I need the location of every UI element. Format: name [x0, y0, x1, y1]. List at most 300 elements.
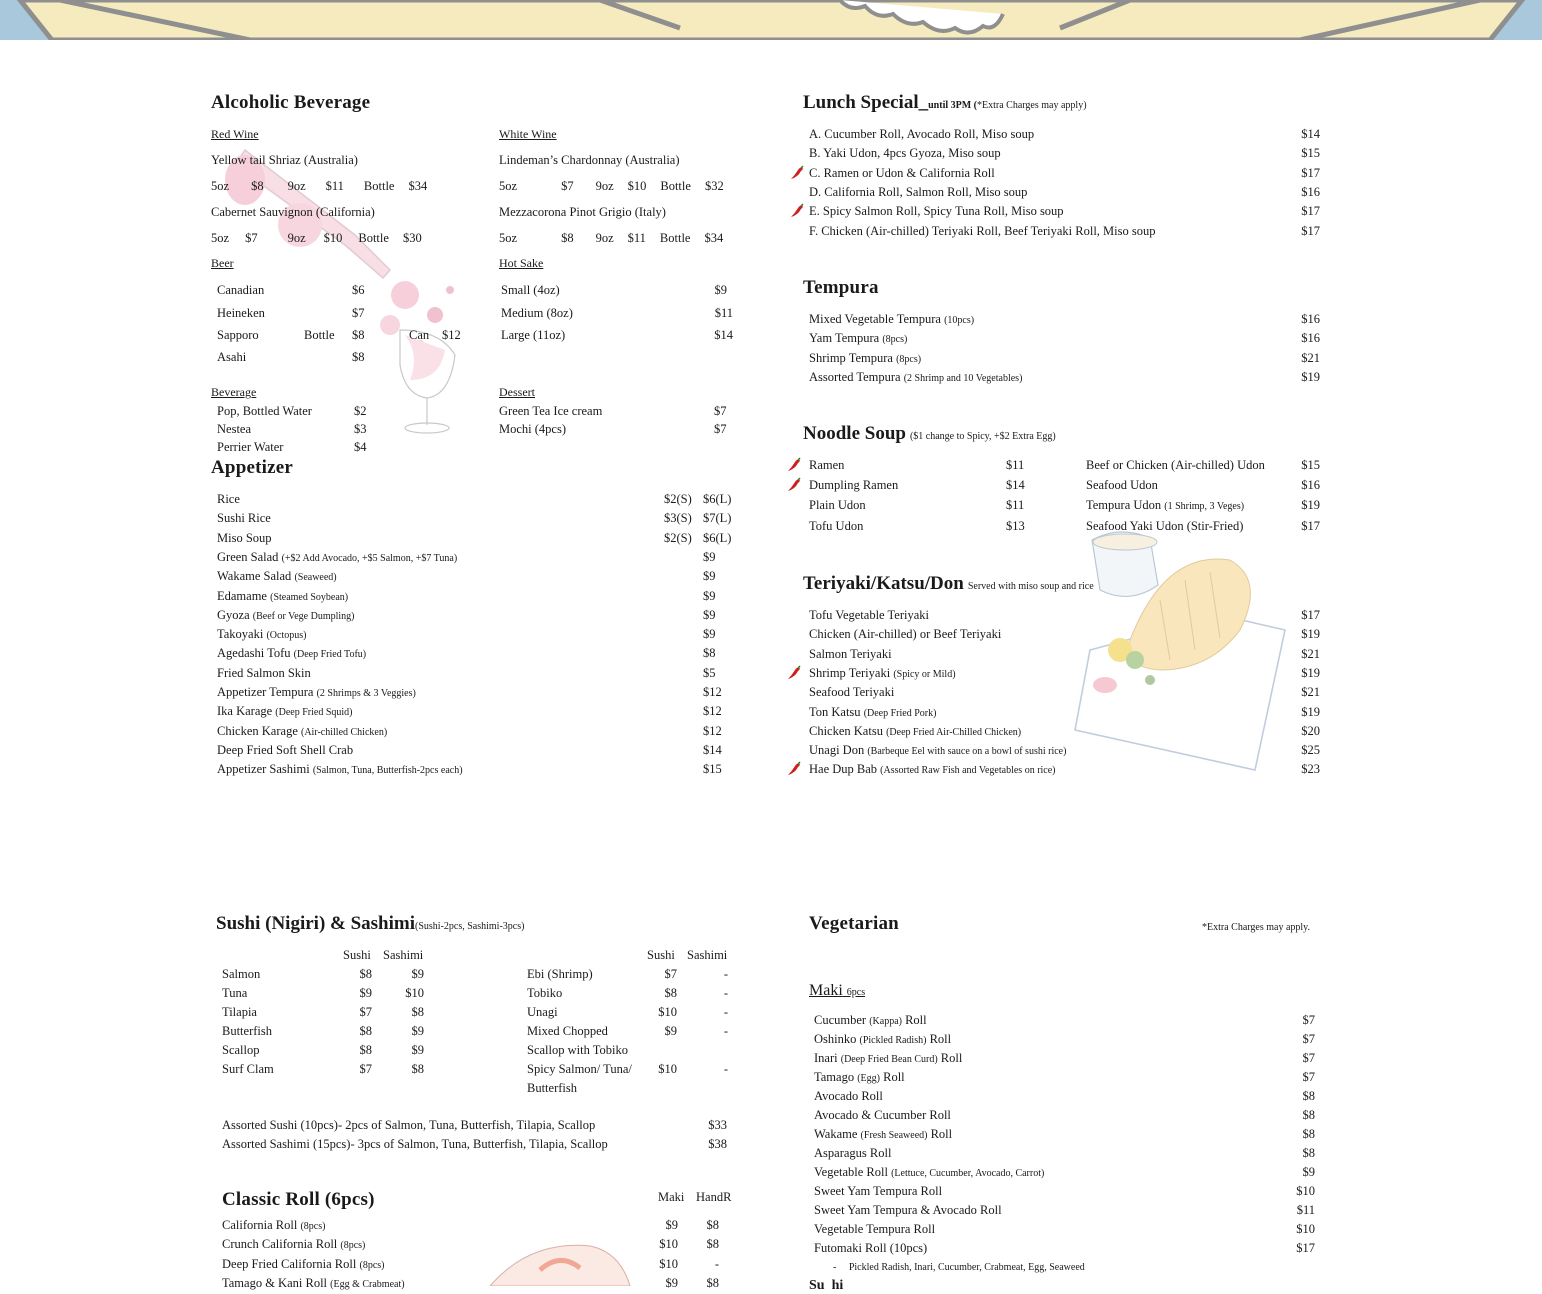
- item-price: $15: [703, 762, 722, 777]
- item-name: Seafood Udon: [1086, 478, 1158, 493]
- item-name: Inari: [814, 1051, 838, 1065]
- assorted-price: $38: [708, 1137, 727, 1151]
- item-name: Shrimp Teriyaki: [809, 665, 891, 680]
- item-name: Futomaki Roll (10pcs): [814, 1241, 928, 1255]
- item-name: Chicken (Air-chilled) or Beef Teriyaki: [809, 627, 1002, 642]
- vegetarian-price: $8: [1302, 1127, 1315, 1141]
- maki-price: $9: [665, 1275, 678, 1290]
- sushi-item: Salmon: [222, 967, 261, 981]
- appetizer-item: [217, 510, 271, 526]
- teriyaki-item: [809, 684, 894, 700]
- item-note: (2 Shrimps & 3 Veggies): [316, 688, 416, 699]
- item-price: $9: [703, 627, 716, 642]
- appetizer-item: [217, 703, 353, 721]
- item-note: (Deep Fried Pork): [863, 707, 937, 719]
- vegetarian-item: [814, 1031, 951, 1049]
- maki-price: $10: [659, 1237, 678, 1252]
- item-price: $6(L): [703, 530, 732, 545]
- item-name: Sweet Yam Tempura Roll: [814, 1184, 943, 1198]
- size: Bottle: [358, 231, 389, 245]
- white-wine-heading: White Wine: [499, 127, 557, 141]
- teriyaki-item: [809, 626, 1001, 642]
- size: Bottle: [659, 231, 691, 245]
- maki-price: $10: [659, 1256, 678, 1271]
- classic-item: [222, 1217, 325, 1235]
- item-price: $7(L): [703, 511, 732, 526]
- teriyaki-price: $23: [1301, 762, 1320, 777]
- vegetarian-item: [814, 1069, 905, 1087]
- chili-pepper-icon: [786, 477, 802, 493]
- wine-name: Lindeman’s Chardonnay (Australia): [499, 153, 680, 167]
- sushi-title: Sushi (Nigiri) & Sashimi: [216, 913, 416, 934]
- teriyaki-item: [809, 761, 1056, 779]
- noodle-price: $16: [1301, 478, 1320, 493]
- sushi-item: Tilapia: [222, 1005, 257, 1019]
- item-name: Ton Katsu: [809, 704, 861, 719]
- vegetarian-item: [814, 1145, 891, 1161]
- tempura-title: Tempura: [803, 277, 879, 298]
- item-suffix: Roll: [880, 1070, 905, 1084]
- chili-pepper-icon: [786, 665, 802, 681]
- sake-price: $9: [714, 283, 727, 297]
- noodle-heading: [803, 423, 1056, 445]
- size: 9oz: [287, 179, 306, 193]
- vegetarian-price: $17: [1296, 1241, 1315, 1255]
- classic-item: [222, 1256, 384, 1274]
- sake-item: Medium (8oz): [501, 306, 573, 320]
- item-note: (+$2 Add Avocado, +$5 Salmon, +$7 Tuna): [281, 552, 458, 564]
- vegetarian-price: $9: [1302, 1165, 1315, 1179]
- appetizer-item: [217, 626, 306, 644]
- item-suffix: Roll: [927, 1127, 953, 1141]
- beverage-price: $2: [354, 404, 367, 418]
- vegetarian-price: $8: [1302, 1146, 1315, 1160]
- appetizer-item: [217, 665, 311, 681]
- vegetarian-price: $10: [1296, 1184, 1315, 1198]
- sashimi-price: $8: [411, 1005, 424, 1019]
- sushi-item: Scallop with Tobiko: [527, 1043, 628, 1057]
- tempura-price: $16: [1301, 331, 1320, 346]
- dessert-price: $7: [714, 404, 727, 418]
- lunch-item: E. Spicy Salmon Roll, Spicy Tuna Roll, Miso soup: [809, 204, 1064, 219]
- item-price: $14: [703, 742, 722, 757]
- vegetarian-item: [814, 1202, 1002, 1218]
- item-name: Deep Fried California Roll: [222, 1256, 357, 1271]
- teriyaki-item: [809, 646, 892, 662]
- teriyaki-price: $21: [1301, 685, 1320, 700]
- vegetarian-price: $11: [1296, 1203, 1315, 1217]
- dessert-item: Mochi (4pcs): [499, 422, 566, 436]
- col-header-sashimi: Sashimi: [687, 948, 728, 962]
- beverage-price: $3: [354, 422, 367, 436]
- teriyaki-title: Teriyaki/Katsu/Don: [803, 573, 964, 594]
- beverage-item: Pop, Bottled Water: [217, 404, 312, 418]
- item-name: Yam Tempura: [809, 331, 880, 346]
- size: 5oz: [211, 231, 230, 245]
- top-banner-illustration: [0, 0, 1542, 40]
- teriyaki-heading: [803, 573, 1094, 595]
- col-header-sushi: Sushi: [647, 948, 675, 962]
- appetizer-item: [217, 645, 366, 663]
- size: 9oz: [287, 231, 306, 245]
- dessert-heading: Dessert: [499, 385, 535, 399]
- item-suffix: Roll: [926, 1032, 952, 1046]
- vegetarian-item: [814, 1221, 935, 1237]
- item-price: $5: [703, 665, 716, 680]
- wine-pricing: [499, 230, 723, 246]
- noodle-title: Noodle Soup: [803, 423, 906, 444]
- item-name: Vegetable Tempura Roll: [814, 1222, 936, 1236]
- chili-pepper-icon: [786, 457, 802, 473]
- item-name: Chicken Karage: [217, 723, 298, 738]
- sushi-price: $7: [359, 1005, 372, 1019]
- lunch-price: $14: [1301, 127, 1320, 141]
- sushi-price: $10: [658, 1005, 677, 1019]
- maki-price: $9: [665, 1218, 678, 1232]
- item-name: Green Salad: [217, 549, 279, 564]
- item-price: $9: [703, 549, 716, 564]
- appetizer-title: Appetizer: [211, 457, 293, 478]
- sashimi-price: -: [723, 1024, 728, 1038]
- noodle-item: Tofu Udon: [809, 518, 864, 533]
- sashimi-price: -: [723, 967, 728, 981]
- vegetarian-item: [814, 1050, 962, 1068]
- vegetarian-price: $7: [1302, 1070, 1315, 1084]
- teriyaki-price: $19: [1301, 665, 1320, 680]
- dessert-price: $7: [714, 422, 727, 436]
- size: Bottle: [660, 179, 691, 193]
- vegetarian-item: [814, 1164, 1044, 1182]
- appetizer-item: [217, 549, 457, 567]
- classic-item: [222, 1275, 405, 1293]
- item-name: Assorted Tempura: [809, 369, 901, 384]
- item-name: Agedashi Tofu: [217, 646, 291, 661]
- sashimi-price: $9: [411, 1024, 424, 1038]
- beer-price: $8: [352, 350, 365, 364]
- price: $11: [325, 179, 344, 193]
- price: $30: [402, 231, 422, 245]
- item-note: (Fresh Seaweed): [860, 1130, 928, 1141]
- futomaki-detail: - Pickled Radish, Inari, Cucumber, Crabmeat, Egg, Seaweed: [833, 1262, 1085, 1273]
- noodle-item: Plain Udon: [809, 498, 866, 513]
- col-header-sashimi: Sashimi: [383, 948, 424, 962]
- item-name: Miso Soup: [217, 530, 272, 545]
- size: 5oz: [499, 231, 518, 245]
- teriyaki-price: $19: [1301, 704, 1320, 719]
- sushi-item: Unagi: [527, 1005, 558, 1019]
- maki-heading: [809, 982, 865, 1000]
- vegetarian-price: $8: [1302, 1089, 1315, 1103]
- item-note: (Octopus): [266, 630, 307, 642]
- noodle-price: $19: [1301, 498, 1320, 513]
- sake-price: $14: [714, 328, 733, 342]
- sake-price: $11: [714, 306, 733, 320]
- item-note: (8pcs): [340, 1240, 366, 1252]
- noodle-item: [1086, 477, 1158, 493]
- item-name: Tempura Udon: [1086, 498, 1162, 513]
- noodle-item: Ramen: [809, 458, 845, 472]
- item-price-small: $2(S): [664, 530, 692, 545]
- item-price: $9: [703, 588, 716, 603]
- item-name: Tofu Vegetable Teriyaki: [809, 608, 929, 622]
- item-name: Shrimp Tempura: [809, 350, 893, 365]
- maki-note: 6pcs: [846, 987, 866, 998]
- beer-item: Heineken: [217, 306, 265, 320]
- item-name: Edamame: [217, 588, 267, 603]
- lunch-title: Lunch Special_: [803, 92, 929, 113]
- price: $32: [704, 179, 724, 193]
- lunch-note: *Extra Charges may apply): [977, 100, 1087, 111]
- item-name: Unagi Don: [809, 743, 865, 758]
- size: Bottle: [363, 179, 395, 193]
- sashimi-price: -: [723, 1062, 728, 1076]
- wine-name: Yellow tail Shriaz (Australia): [211, 153, 358, 167]
- item-name: Wakame Salad: [217, 569, 292, 584]
- item-suffix: Roll: [901, 1013, 927, 1027]
- appetizer-item: [217, 491, 240, 507]
- item-price-small: $3(S): [664, 511, 692, 526]
- noodle-item: [1086, 497, 1244, 515]
- lunch-price: $17: [1301, 165, 1320, 180]
- lunch-price: $16: [1301, 184, 1320, 199]
- sake-item: Small (4oz): [501, 283, 560, 297]
- sushi-heading: [216, 913, 524, 935]
- assorted-item: Assorted Sashimi (15pcs)- 3pcs of Salmon, Tuna, Butterfish, Tilapia, Scallop: [222, 1137, 608, 1151]
- item-name: Hae Dup Bab: [809, 762, 878, 777]
- size: 5oz: [211, 179, 230, 193]
- appetizer-item: [217, 684, 416, 702]
- item-name: Vegetable Roll: [814, 1165, 888, 1179]
- price: $8: [251, 179, 264, 193]
- item-name: Tamago & Kani Roll: [222, 1275, 328, 1290]
- lunch-heading: [803, 92, 1087, 114]
- vegetarian-price: $7: [1302, 1013, 1315, 1027]
- wine-name: Mezzacorona Pinot Grigio (Italy): [499, 205, 666, 219]
- assorted-item: Assorted Sushi (10pcs)- 2pcs of Salmon, Tuna, Butterfish, Tilapia, Scallop: [222, 1118, 596, 1132]
- sushi-price: $8: [359, 1024, 372, 1038]
- tempura-price: $21: [1301, 350, 1320, 365]
- teriyaki-price: $21: [1301, 646, 1320, 661]
- alcohol-title: Alcoholic Beverage: [211, 92, 371, 113]
- vegetarian-price: $10: [1296, 1222, 1315, 1236]
- item-note: (Spicy or Mild): [893, 668, 956, 680]
- sushi-price: $7: [664, 967, 677, 981]
- sashimi-price: -: [723, 986, 728, 1000]
- sushi-item: Ebi (Shrimp): [527, 967, 593, 981]
- teriyaki-price: $20: [1301, 723, 1320, 738]
- item-note: (Kappa): [869, 1016, 902, 1027]
- beer-item: Asahi: [217, 350, 247, 364]
- handroll-price: $8: [706, 1275, 719, 1290]
- sushi-item: Mixed Chopped: [527, 1024, 608, 1038]
- sushi-price: $8: [359, 967, 372, 981]
- vegetarian-price: $8: [1302, 1108, 1315, 1122]
- lunch-item: F. Chicken (Air-chilled) Teriyaki Roll, Beef Teriyaki Roll, Miso soup: [809, 223, 1156, 238]
- item-name: Ika Karage: [217, 704, 273, 719]
- vegetarian-item: [814, 1012, 927, 1030]
- beverage-item: Perrier Water: [217, 440, 284, 454]
- item-name: Mixed Vegetable Tempura: [809, 312, 941, 326]
- price: $34: [408, 179, 428, 193]
- item-note: (8pcs): [300, 1221, 326, 1232]
- teriyaki-item: [809, 742, 1066, 760]
- beer-bottle-label: Bottle: [304, 328, 335, 342]
- col-header-handroll: HandR: [696, 1190, 732, 1204]
- vegetarian-note: *Extra Charges may apply.: [1202, 922, 1311, 933]
- maki-title: Maki: [809, 982, 843, 999]
- item-note: (10pcs): [944, 315, 975, 326]
- vegetarian-title: Vegetarian: [809, 913, 899, 934]
- item-price: $12: [703, 723, 722, 738]
- item-name: Avocado Roll: [814, 1089, 883, 1103]
- teriyaki-price: $17: [1301, 608, 1320, 622]
- item-price: $8: [703, 646, 716, 661]
- vegetarian-price: $7: [1302, 1051, 1315, 1065]
- item-name: Avocado & Cucumber Roll: [814, 1108, 951, 1122]
- sashimi-price: $8: [411, 1062, 424, 1076]
- item-note: (Beef or Vege Dumpling): [252, 610, 355, 622]
- beer-price: $8: [352, 328, 365, 342]
- item-name: Seafood Teriyaki: [809, 685, 895, 700]
- beverage-item: Nestea: [217, 422, 252, 436]
- sushi-item: Scallop: [222, 1043, 260, 1057]
- hot-sake-heading: Hot Sake: [499, 256, 544, 270]
- item-price: $9: [703, 607, 716, 622]
- item-name: Takoyaki: [217, 627, 264, 642]
- appetizer-item: [217, 530, 272, 546]
- beer-item: Canadian: [217, 283, 265, 297]
- price: $10: [323, 231, 343, 245]
- sushi-item: Butterfish: [527, 1081, 577, 1095]
- teriyaki-item: [809, 704, 936, 722]
- chili-pepper-icon: [786, 761, 802, 777]
- item-name: Chicken Katsu: [809, 723, 883, 738]
- price: $8: [561, 231, 574, 245]
- wine-name: Cabernet Sauvignon (California): [211, 205, 375, 219]
- price: $7: [245, 231, 258, 245]
- item-name: Asparagus Roll: [814, 1146, 892, 1160]
- teriyaki-price: $19: [1301, 627, 1320, 642]
- sushi-price: $9: [664, 1024, 677, 1038]
- tempura-price: $16: [1301, 312, 1320, 326]
- noodle-note: ($1 change to Spicy, +$2 Extra Egg): [909, 431, 1056, 442]
- sushi-item: Spicy Salmon/ Tuna/: [527, 1062, 632, 1076]
- lunch-price: $17: [1301, 204, 1320, 219]
- item-note: (Egg & Crabmeat): [330, 1278, 405, 1290]
- vegetarian-item: [814, 1107, 951, 1123]
- sake-item: Large (11oz): [501, 328, 566, 342]
- item-note: (Lettuce, Cucumber, Avocado, Carrot): [891, 1168, 1045, 1179]
- sashimi-price: -: [723, 1005, 728, 1019]
- tempura-item: [809, 311, 974, 329]
- handroll-price: -: [714, 1256, 719, 1271]
- item-name: Sushi Rice: [217, 511, 271, 526]
- appetizer-item: [217, 588, 348, 606]
- item-note: (Assorted Raw Fish and Vegetables on rice): [880, 765, 1056, 777]
- beer-can-label: Can: [409, 328, 430, 342]
- handroll-price: $8: [706, 1218, 719, 1232]
- partial-heading: Su hi: [809, 1278, 844, 1293]
- item-note: (Deep Fried Squid): [275, 707, 353, 719]
- noodle-price: $14: [1006, 478, 1025, 493]
- chili-pepper-icon: [789, 165, 805, 181]
- item-name: Cucumber: [814, 1013, 867, 1027]
- item-note: (8pcs): [359, 1259, 385, 1271]
- price: $7: [561, 179, 574, 193]
- item-name: Crunch California Roll: [222, 1237, 338, 1252]
- noodle-price: $11: [1006, 458, 1025, 472]
- noodle-price: $11: [1006, 498, 1025, 513]
- teriyaki-note: Served with miso soup and rice: [967, 581, 1094, 592]
- item-name: Fried Salmon Skin: [217, 665, 311, 680]
- sushi-item: Surf Clam: [222, 1062, 274, 1076]
- item-name: Appetizer Sashimi: [217, 762, 310, 777]
- vegetarian-item: [814, 1183, 942, 1199]
- item-name: Rice: [217, 492, 240, 506]
- col-header-maki: Maki: [658, 1190, 685, 1204]
- tempura-item: [809, 369, 1022, 387]
- beverage-price: $4: [354, 440, 367, 454]
- assorted-price: $33: [708, 1118, 727, 1132]
- sushi-item: Tuna: [222, 986, 248, 1000]
- item-name: Deep Fried Soft Shell Crab: [217, 742, 354, 757]
- item-note: (Seaweed): [294, 572, 337, 584]
- lunch-price: $17: [1301, 223, 1320, 238]
- item-name: Tamago: [814, 1070, 855, 1084]
- price: $10: [627, 179, 647, 193]
- sashimi-price: $10: [405, 986, 424, 1000]
- appetizer-item: [217, 761, 463, 779]
- item-note: (Deep Fried Tofu): [293, 649, 367, 661]
- appetizer-item: [217, 568, 337, 586]
- item-note: (8pcs): [882, 334, 908, 346]
- dessert-item: Green Tea Ice cream: [499, 404, 603, 418]
- noodle-item: [1086, 518, 1243, 534]
- teriyaki-item: [809, 607, 929, 623]
- sushi-price: $8: [664, 986, 677, 1000]
- price: $34: [704, 231, 724, 245]
- appetizer-item: [217, 742, 353, 758]
- col-header-sushi: Sushi: [343, 948, 371, 962]
- vegetarian-item: [814, 1126, 952, 1144]
- vegetarian-item: [814, 1240, 927, 1256]
- item-note: (Salmon, Tuna, Butterfish-2pcs each): [312, 765, 463, 777]
- sushi-price: $8: [359, 1043, 372, 1057]
- sashimi-price: $9: [411, 967, 424, 981]
- item-price-small: $2(S): [664, 492, 692, 506]
- item-name: Sweet Yam Tempura & Avocado Roll: [814, 1203, 1002, 1217]
- beer-price: $7: [352, 306, 365, 320]
- classic-title: Classic Roll (6pcs): [222, 1189, 375, 1210]
- wine-pricing: [211, 230, 422, 246]
- item-name: Seafood Yaki Udon (Stir-Fried): [1086, 518, 1244, 533]
- appetizer-item: [217, 607, 354, 625]
- red-wine-heading: Red Wine: [211, 127, 259, 141]
- teriyaki-price: $25: [1301, 743, 1320, 758]
- item-name: Wakame: [814, 1127, 858, 1141]
- lunch-item: B. Yaki Udon, 4pcs Gyoza, Miso soup: [809, 146, 1001, 161]
- tempura-item: [809, 350, 921, 368]
- lunch-item: A. Cucumber Roll, Avocado Roll, Miso soup: [809, 127, 1035, 141]
- item-price: $12: [703, 685, 722, 699]
- sushi-roll-illustration: [480, 1240, 640, 1286]
- beer-price: $6: [352, 283, 365, 297]
- item-price: $6(L): [703, 492, 732, 506]
- noodle-item: [1086, 457, 1265, 473]
- item-name: Beef or Chicken (Air-chilled) Udon: [1086, 458, 1265, 472]
- classic-item: [222, 1236, 365, 1254]
- item-name: Appetizer Tempura: [217, 685, 314, 699]
